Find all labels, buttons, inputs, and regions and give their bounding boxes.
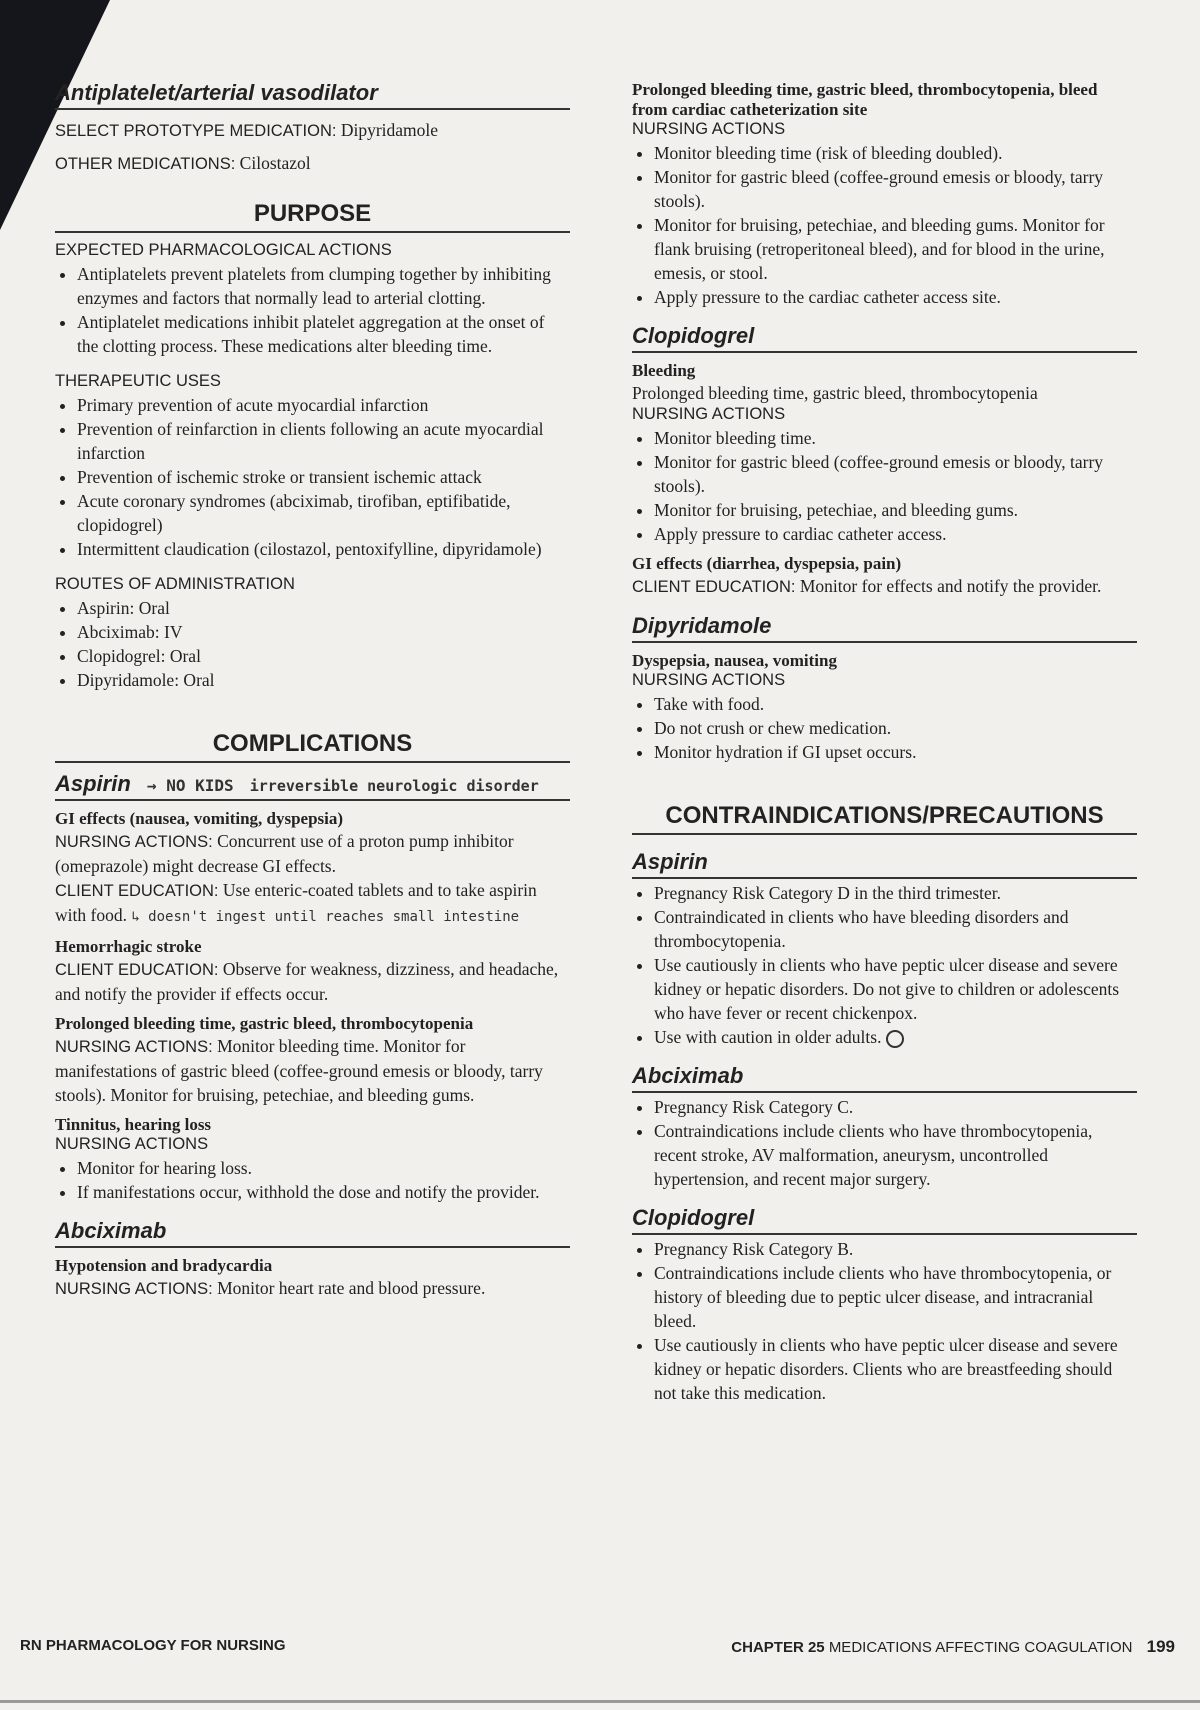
list-item: • Pregnancy Risk Category D in the third trimester. [654, 881, 1137, 905]
other-meds-value: Cilostazol [239, 153, 311, 173]
contra-aspirin-heading: Aspirin [632, 849, 1137, 879]
complications-heading: COMPLICATIONS [55, 730, 570, 763]
list-item [654, 1025, 1137, 1049]
list-item: • Dipyridamole: Oral [77, 668, 570, 692]
list-item: • Apply pressure to the cardiac catheter access site. [654, 285, 1137, 309]
list-item: • Monitor bleeding time. [654, 426, 1137, 450]
older-adult-icon [886, 1030, 904, 1048]
list-item: • Monitor hydration if GI upset occurs. [654, 740, 1137, 764]
handwritten-note-no-kids: → NO KIDS [146, 776, 234, 795]
list-item: • Clopidogrel: Oral [77, 644, 570, 668]
list-item: • Prevention of ischemic stroke or transient ischemic attack [77, 465, 570, 489]
right-column [632, 80, 1137, 1405]
client-education-label: CLIENT EDUCATION: [55, 882, 219, 900]
dip-list [632, 692, 1137, 764]
gi-client-text: Use enteric-coated tablets and to take aspirin with food. [55, 880, 537, 925]
list-item: • Monitor for gastric bleed (coffee-ground emesis or bloody, tarry stools). [654, 450, 1137, 498]
aspirin-heading [55, 771, 570, 801]
other-meds-label: OTHER MEDICATIONS: [55, 155, 236, 173]
list-item: • Antiplatelets prevent platelets from clumping together by inhibiting enzymes and factors that normally lead to arterial clotting. [77, 262, 570, 310]
list-item: • Contraindications include clients who have thrombocytopenia, or history of bleeding due to peptic ulcer disease, and intracranial bleed. [654, 1261, 1137, 1333]
expected-actions-label: EXPECTED PHARMACOLOGICAL ACTIONS [55, 241, 392, 259]
handwritten-note-enteric: ↳ doesn't ingest until reaches small intestine [131, 909, 520, 925]
list-item: • Do not crush or chew medication. [654, 716, 1137, 740]
page-footer [20, 1637, 1175, 1654]
clopidogrel-heading: Clopidogrel [632, 323, 1137, 353]
page-number: 199 [1146, 1637, 1175, 1656]
list-item: • Prevention of reinfarction in clients following an acute myocardial infarction [77, 417, 570, 465]
contraindications-heading: CONTRAINDICATIONS/PRECAUTIONS [632, 802, 1137, 835]
routes-label: ROUTES OF ADMINISTRATION [55, 575, 295, 593]
abciximab-bleed-list [632, 141, 1137, 309]
purpose-heading: PURPOSE [55, 200, 570, 233]
abciximab-heading: Abciximab [55, 1218, 570, 1248]
clop-gi-text: Monitor for effects and notify the provider. [799, 576, 1102, 596]
stroke-client-text: Observe for weakness, dizziness, and headache, and notify the provider if effects occur. [55, 959, 559, 1004]
dip-title: Dyspepsia, nausea, vomiting [632, 651, 837, 670]
list-item: • Use cautiously in clients who have peptic ulcer disease and severe kidney or hepatic disorders. Do not give to children or adolescents who have fever or recent chickenpox. [654, 953, 1137, 1025]
list-item: • Contraindications include clients who have thrombocytopenia, recent stroke, AV malformation, aneurysm, uncontrolled hypertension, and recent major surgery. [654, 1119, 1137, 1191]
prototype-label: SELECT PROTOTYPE MEDICATION: [55, 122, 337, 140]
clop-gi-title: GI effects (diarrhea, dyspepsia, pain) [632, 554, 902, 573]
list-item: • Monitor for hearing loss. [77, 1156, 570, 1180]
handwritten-note-neurologic: irreversible neurologic disorder [249, 777, 539, 795]
abciximab-bleed-title: Prolonged bleeding time, gastric bleed, thrombocytopenia, bleed from cardiac catheterization site [632, 80, 1098, 119]
gi-nursing-text: Concurrent use of a proton pump inhibitor (omeprazole) might decrease GI effects. [55, 831, 514, 876]
contra-clopidogrel-list [632, 1237, 1137, 1405]
left-column [55, 80, 570, 1301]
nursing-actions-label: NURSING ACTIONS [632, 120, 786, 138]
nursing-actions-label: NURSING ACTIONS: [55, 833, 213, 851]
contra-abciximab-list [632, 1095, 1137, 1191]
footer-chapter [731, 1637, 1175, 1657]
prototype-value: Dipyridamole [340, 120, 439, 140]
list-item: • Primary prevention of acute myocardial infarction [77, 393, 570, 417]
gi-effects-title: GI effects (nausea, vomiting, dyspepsia) [55, 809, 344, 828]
drug-class-heading: Antiplatelet/arterial vasodilator [55, 80, 570, 110]
footer-book-title: RN PHARMACOLOGY FOR NURSING [20, 1637, 286, 1654]
bleed-nursing-text: Monitor bleeding time. Monitor for manifestations of gastric bleed (coffee-ground emesis or bloody, tarry stools). Monitor for bruising, petechiae, and bleeding gums. [55, 1036, 543, 1105]
nursing-actions-label: NURSING ACTIONS: [55, 1038, 213, 1056]
list-item: • Abciximab: IV [77, 620, 570, 644]
list-item: • Acute coronary syndromes (abciximab, tirofiban, eptifibatide, clopidogrel) [77, 489, 570, 537]
list-item: • Pregnancy Risk Category C. [654, 1095, 1137, 1119]
list-item: • Monitor for bruising, petechiae, and bleeding gums. [654, 498, 1137, 522]
list-item: • Aspirin: Oral [77, 596, 570, 620]
therapeutic-uses-list [55, 393, 570, 561]
list-item: • Monitor bleeding time (risk of bleeding doubled). [654, 141, 1137, 165]
list-item: • Antiplatelet medications inhibit platelet aggregation at the onset of the clotting process. These medications alter bleeding time. [77, 310, 570, 358]
client-education-label: CLIENT EDUCATION: [632, 578, 796, 596]
client-education-label: CLIENT EDUCATION: [55, 961, 219, 979]
list-item: • Take with food. [654, 692, 1137, 716]
list-item: • Monitor for bruising, petechiae, and bleeding gums. Monitor for flank bruising (retroperitoneal bleed), and for blood in the urine, emesis, or stool. [654, 213, 1137, 285]
expected-actions-list [55, 262, 570, 358]
contra-aspirin-list [632, 881, 1137, 1049]
list-item: • Pregnancy Risk Category B. [654, 1237, 1137, 1261]
hypotension-title: Hypotension and bradycardia [55, 1256, 273, 1275]
clop-nursing-list [632, 426, 1137, 546]
bottom-edge [0, 1700, 1200, 1703]
nursing-actions-label: NURSING ACTIONS: [55, 1280, 213, 1298]
list-item: • Contraindicated in clients who have bleeding disorders and thrombocytopenia. [654, 905, 1137, 953]
tinnitus-list [55, 1156, 570, 1204]
nursing-actions-label: NURSING ACTIONS [632, 405, 786, 423]
hypo-nursing-text: Monitor heart rate and blood pressure. [217, 1278, 486, 1298]
footer-chapter-number: CHAPTER 25 [731, 1639, 825, 1656]
nursing-actions-label: NURSING ACTIONS [55, 1135, 209, 1153]
contra-clopidogrel-heading: Clopidogrel [632, 1205, 1137, 1235]
nursing-actions-label: NURSING ACTIONS [632, 671, 786, 689]
list-item: • Use cautiously in clients who have peptic ulcer disease and severe kidney or hepatic disorders. Clients who are breastfeeding should not take this medication. [654, 1333, 1137, 1405]
bleeding-title: Prolonged bleeding time, gastric bleed, thrombocytopenia [55, 1014, 474, 1033]
clop-bleeding-title: Bleeding [632, 361, 696, 380]
dipyridamole-heading: Dipyridamole [632, 613, 1137, 643]
footer-chapter-title: MEDICATIONS AFFECTING COAGULATION [828, 1639, 1133, 1656]
list-item: • Apply pressure to cardiac catheter access. [654, 522, 1137, 546]
list-item: • Monitor for gastric bleed (coffee-ground emesis or bloody, tarry stools). [654, 165, 1137, 213]
aspirin-heading-text: Aspirin [55, 771, 131, 796]
list-item: • If manifestations occur, withhold the dose and notify the provider. [77, 1180, 570, 1204]
hemorrhagic-stroke-title: Hemorrhagic stroke [55, 937, 202, 956]
tinnitus-title: Tinnitus, hearing loss [55, 1115, 212, 1134]
routes-list [55, 596, 570, 692]
contra-abciximab-heading: Abciximab [632, 1063, 1137, 1093]
list-item-text: Use with caution in older adults. [654, 1027, 882, 1047]
list-item: • Intermittent claudication (cilostazol, pentoxifylline, dipyridamole) [77, 537, 570, 561]
clop-bleeding-text: Prolonged bleeding time, gastric bleed, thrombocytopenia [632, 383, 1038, 403]
therapeutic-uses-label: THERAPEUTIC USES [55, 372, 221, 390]
